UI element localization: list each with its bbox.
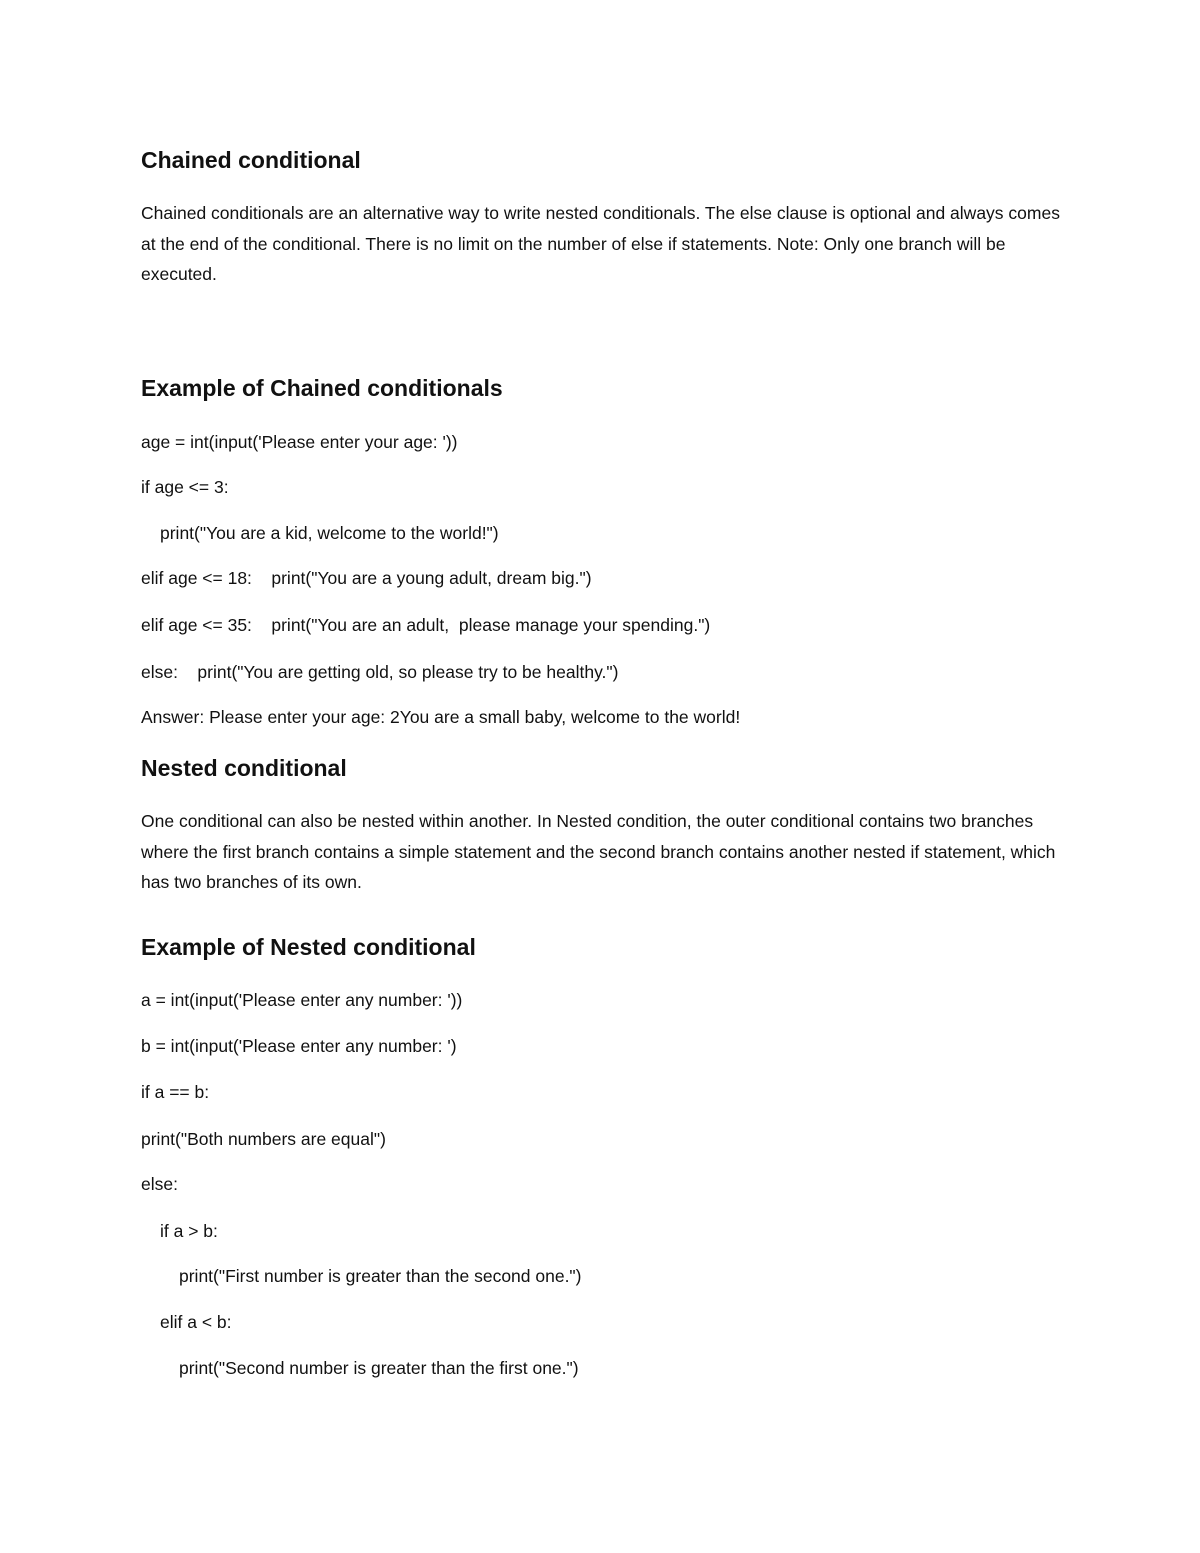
code-line: print("Both numbers are equal") [141, 1129, 386, 1149]
code-line: elif a < b: [160, 1312, 232, 1332]
code-line: print("First number is greater than the second one.") [179, 1266, 582, 1286]
code-line: a = int(input('Please enter any number: ')) [141, 990, 463, 1010]
code-line: else: print("You are getting old, so please try to be healthy.") [141, 662, 619, 682]
nested-example-heading: Example of Nested conditional [141, 934, 476, 960]
code-line: if a > b: [160, 1221, 218, 1241]
code-line: print("Second number is greater than the first one.") [179, 1358, 579, 1378]
code-line: else: [141, 1174, 178, 1194]
chained-conditional-heading: Chained conditional [141, 147, 361, 173]
answer-line: Answer: Please enter your age: 2You are a small baby, welcome to the world! [141, 707, 741, 727]
code-line: age = int(input('Please enter your age: ')) [141, 432, 458, 452]
nested-conditional-heading: Nested conditional [141, 755, 347, 781]
code-line: if age <= 3: [141, 477, 229, 497]
chained-conditional-paragraph: Chained conditionals are an alternative way to write nested conditionals. The else clause is optional and always comes at the end of the conditional. There is no limit on the number of else if statements. Note: Only one branch will be executed. [141, 203, 1060, 284]
nested-conditional-paragraph: One conditional can also be nested within another. In Nested condition, the outer conditional contains two branches where the first branch contains a simple statement and the second branch contains another nested if statement, which has two branches of its own. [141, 811, 1056, 892]
code-line: elif age <= 18: print("You are a young adult, dream big.") [141, 568, 592, 588]
code-line: b = int(input('Please enter any number: ') [141, 1036, 457, 1056]
code-line: print("You are a kid, welcome to the world!") [160, 523, 499, 543]
code-line: elif age <= 35: print("You are an adult, please manage your spending.") [141, 615, 711, 635]
chained-example-heading: Example of Chained conditionals [141, 375, 503, 401]
code-line: if a == b: [141, 1082, 210, 1102]
